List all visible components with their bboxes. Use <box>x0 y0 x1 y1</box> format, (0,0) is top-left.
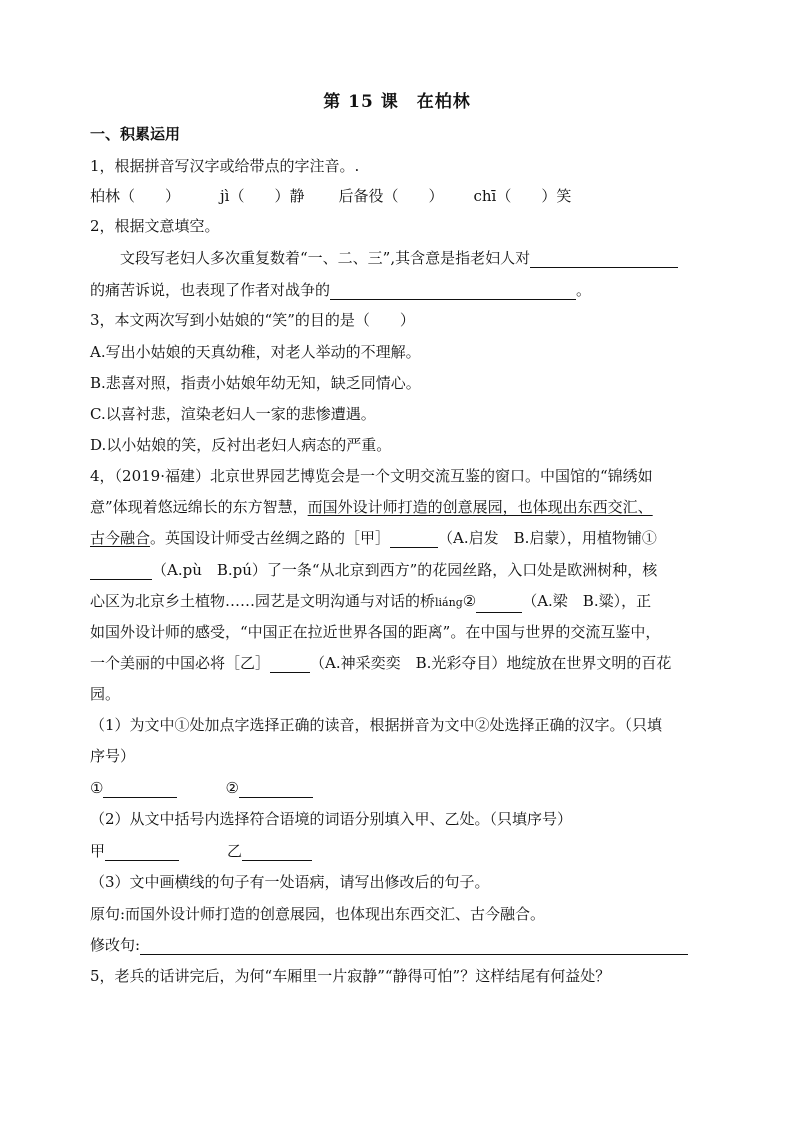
q4-text: （A.pù B.pú）了一条“从北京到西方”的花园丝路，入口处是欧洲树种，核 <box>152 561 658 579</box>
q4-text: 一个美丽的中国必将［乙］ <box>90 654 271 672</box>
q4-blank-jia[interactable] <box>390 531 438 548</box>
q1-prompt: 1，根据拼音写汉字或给带点的字注音。. <box>90 157 360 175</box>
q1-items <box>90 186 704 206</box>
q1-item: 后备役（ ） <box>338 187 444 205</box>
revised-label: 修改句: <box>90 936 141 954</box>
q1-item: jì（ ）静 <box>220 187 305 205</box>
q4-pinyin: liáng <box>435 596 463 609</box>
q2-blank-1[interactable] <box>530 251 678 268</box>
q4-blank-2[interactable] <box>476 596 522 613</box>
answer-blank-1[interactable] <box>103 781 177 798</box>
q4-line-2 <box>90 497 704 517</box>
q3-option-d: D.以小姑娘的笑，反衬出老妇人病态的严重。 <box>90 436 392 454</box>
q5-prompt: 5，老兵的话讲完后，为何“车厢里一片寂静”“静得可怕”？这样结尾有何益处？ <box>90 967 611 985</box>
q4-line-8: 园。 <box>90 685 121 703</box>
q4-sub2-answers <box>90 841 704 861</box>
q4-sub2: （2）从文中括号内选择符合语境的词语分别填入甲、乙处。（只填序号） <box>90 810 573 828</box>
q2-text-line2 <box>90 280 704 300</box>
answer-blank-2[interactable] <box>239 781 313 798</box>
q4-underlined-sentence: 古今融合 <box>90 529 151 547</box>
q1-item: 柏林（ ） <box>90 187 181 205</box>
q2-text1: 文段写老妇人多次重复数着“一、二、三”,其含意是指老妇人对 <box>120 249 531 267</box>
answer-blank-jia[interactable] <box>105 844 179 861</box>
q2-text2-end: 。 <box>576 281 592 299</box>
section-heading: 一、积累运用 <box>90 125 181 143</box>
q4-text: 意”体现着悠远绵长的东方智慧， <box>90 498 308 516</box>
q4-sub1-answers <box>90 778 704 798</box>
answer-label: 甲 <box>90 842 106 860</box>
answer-label: ② <box>225 779 239 797</box>
q4-sub1: （1）为文中①处加点字选择正确的读音，根据拼音为文中②处选择正确的汉字。（只填 <box>90 716 663 734</box>
q4-sub1-cont: 序号） <box>90 747 136 765</box>
answer-label: 乙 <box>227 842 243 860</box>
q4-text: ② <box>462 592 477 610</box>
q4-text: （A.梁 B.粱），正 <box>522 592 652 610</box>
q4-line-5 <box>90 591 704 613</box>
q4-text: （A.神采奕奕 B.光彩夺目）地绽放在世界文明的百花 <box>310 654 672 672</box>
q4-text: 。英国设计师受古丝绸之路的［甲］ <box>150 529 391 547</box>
q3-option-b: B.悲喜对照，指责小姑娘年幼无知，缺乏同情心。 <box>90 374 421 392</box>
q4-line-6: 如国外设计师的感受，“中国正在拉近世界各国的距离”。在中国与世界的交流互鉴中， <box>90 623 661 641</box>
q3-prompt: 3，本文两次写到小姑娘的“笑”的目的是（ ） <box>90 311 415 329</box>
q4-line-7 <box>90 653 704 673</box>
q4-revised-sentence <box>90 935 704 955</box>
answer-label: ① <box>90 779 104 797</box>
q4-sub3: （3）文中画横线的句子有一处语病，请写出修改后的句子。 <box>90 873 490 891</box>
q4-text: （A.启发 B.启蒙），用植物铺① <box>438 529 657 547</box>
q4-line-1: 4，（2019·福建）北京世界园艺博览会是一个文明交流互鉴的窗口。中国馆的“锦绣如 <box>90 467 653 485</box>
q4-line-3 <box>90 528 704 548</box>
q4-underlined-sentence: 而国外设计师打造的创意展园，也体现出东西交汇、 <box>307 498 653 516</box>
q3-option-c: C.以喜衬悲，渲染老妇人一家的悲惨遭遇。 <box>90 405 376 423</box>
q2-prompt: 2，根据文意填空。 <box>90 217 220 235</box>
q2-text2: 的痛苦诉说，也表现了作者对战争的 <box>90 281 331 299</box>
q4-line-4 <box>90 560 704 580</box>
q4-blank-1[interactable] <box>90 563 152 580</box>
revised-blank[interactable] <box>140 938 688 955</box>
q2-blank-2[interactable] <box>330 283 576 300</box>
q3-option-a: A.写出小姑娘的天真幼稚，对老人举动的不理解。 <box>90 343 421 361</box>
q2-text-line1 <box>90 248 734 268</box>
q1-item: chī（ ）笑 <box>473 187 572 205</box>
answer-blank-yi[interactable] <box>242 844 312 861</box>
lesson-title: 第 15 课 在柏林 <box>323 92 471 112</box>
q4-original-sentence: 原句:而国外设计师打造的创意展园，也体现出东西交汇、古今融合。 <box>90 905 546 923</box>
q4-blank-yi[interactable] <box>270 656 310 673</box>
q4-text: 心区为北京乡土植物……园艺是文明沟通与对话的桥 <box>90 592 436 610</box>
